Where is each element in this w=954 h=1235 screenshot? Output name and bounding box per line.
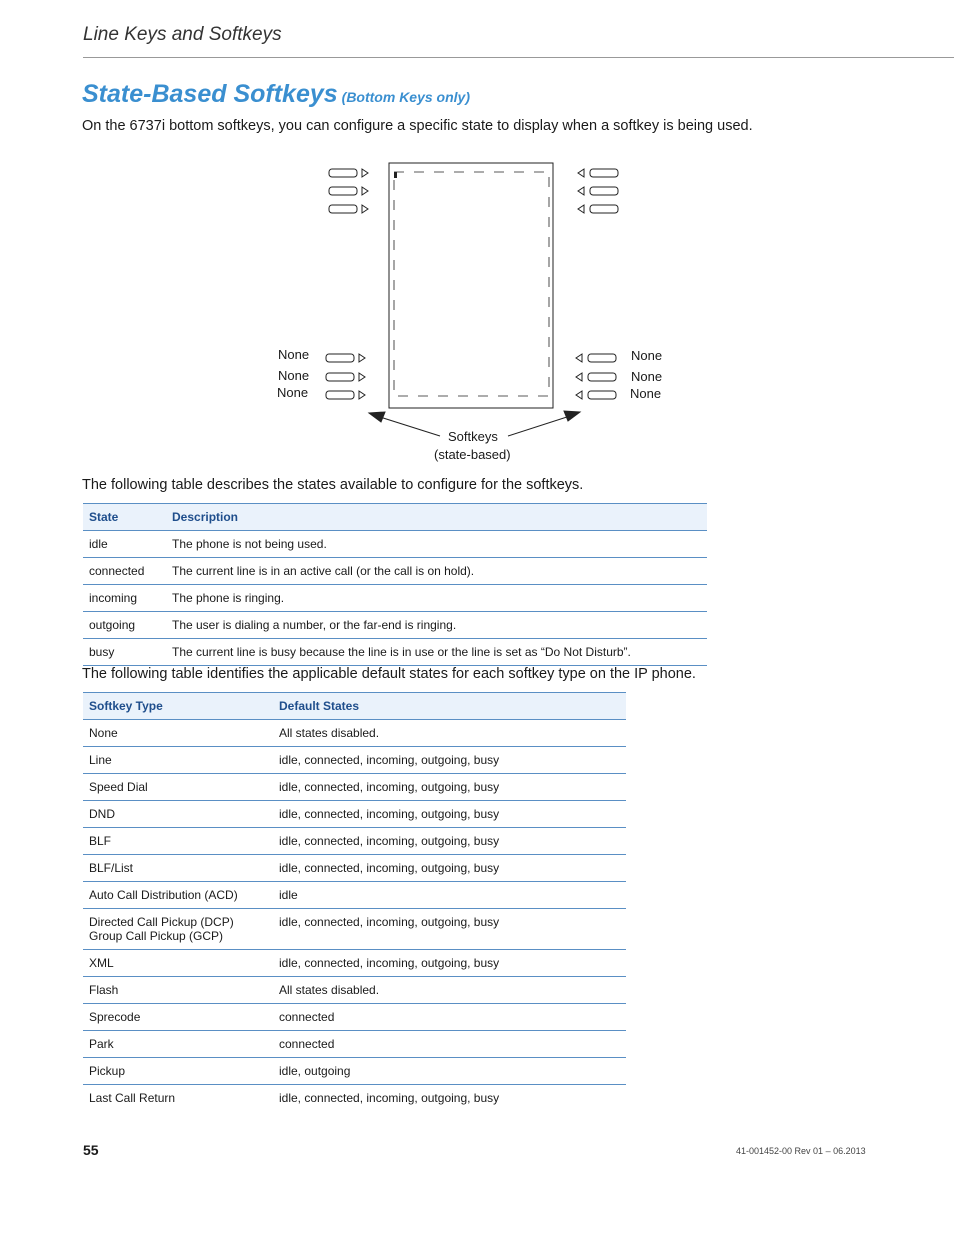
section-title bbox=[82, 80, 470, 109]
table-row bbox=[83, 801, 626, 828]
description-cell: The current line is in an active call (or the call is on hold). bbox=[166, 558, 707, 585]
table-row bbox=[83, 612, 707, 639]
column-header: Description bbox=[166, 504, 707, 531]
table-row bbox=[83, 639, 707, 666]
state-cell: busy bbox=[83, 639, 166, 666]
description-cell: The phone is ringing. bbox=[166, 585, 707, 612]
softkey-type-cell: Pickup bbox=[83, 1058, 273, 1085]
running-header: Line Keys and Softkeys bbox=[83, 24, 282, 45]
table-row bbox=[83, 828, 626, 855]
top-left-keys bbox=[329, 169, 368, 213]
diagram-caption: Softkeys bbox=[448, 429, 498, 444]
default-states-cell: All states disabled. bbox=[273, 720, 626, 747]
column-header: Default States bbox=[273, 693, 626, 720]
state-cell: incoming bbox=[83, 585, 166, 612]
softkey-type-cell: Last Call Return bbox=[89, 1091, 176, 1105]
state-cell: connected bbox=[83, 558, 166, 585]
states-table bbox=[83, 503, 707, 666]
softkey-type-cell: None bbox=[83, 720, 273, 747]
softkey-type-cell: BLF bbox=[83, 828, 273, 855]
table2-intro: The following table identifies the applicable default states for each softkey type on the IP phone. bbox=[82, 666, 696, 682]
right-softkey-label: None bbox=[631, 369, 663, 384]
default-states-cell: All states disabled. bbox=[273, 977, 626, 1004]
softkey-type-cell: Line bbox=[83, 747, 273, 774]
left-softkey-label: None bbox=[278, 368, 310, 383]
section-title-main: State-Based Softkeys bbox=[82, 80, 338, 108]
table-row bbox=[83, 747, 626, 774]
default-states-cell: idle, connected, incoming, outgoing, busy bbox=[273, 801, 626, 828]
softkey-type-cell: Speed Dial bbox=[83, 774, 273, 801]
table-row bbox=[83, 720, 626, 747]
intro-paragraph: On the 6737i bottom softkeys, you can configure a specific state to display when a softkey is being used. bbox=[82, 118, 753, 134]
description-cell: The user is dialing a number, or the far-end is ringing. bbox=[166, 612, 707, 639]
default-states-cell: idle, connected, incoming, outgoing, busy bbox=[273, 774, 626, 801]
softkey-type-cell: Auto Call Distribution (ACD) bbox=[83, 882, 273, 909]
softkey-type-line: Group Call Pickup (GCP) bbox=[89, 929, 224, 943]
default-states-cell: idle, connected, incoming, outgoing, busy bbox=[273, 909, 626, 950]
softkey-type-cell: DND bbox=[83, 801, 273, 828]
column-header: Softkey Type bbox=[83, 693, 273, 720]
default-states-cell: connected bbox=[273, 1004, 626, 1031]
default-states-cell: connected bbox=[273, 1031, 626, 1058]
default-states-cell: idle, outgoing bbox=[273, 1058, 626, 1085]
phone-diagram-graphic bbox=[270, 150, 690, 470]
page-number: 55 bbox=[83, 1142, 99, 1158]
default-states-cell: idle, connected, incoming, outgoing, busy bbox=[273, 855, 626, 882]
softkey-defaults-table bbox=[83, 692, 626, 1111]
header-rule bbox=[83, 57, 954, 58]
section-title-subtitle: (Bottom Keys only) bbox=[341, 89, 470, 105]
table-row bbox=[83, 909, 626, 950]
softkey-type-cell bbox=[83, 909, 273, 950]
bottom-right-keys bbox=[576, 354, 616, 399]
right-softkey-label: None bbox=[631, 348, 663, 363]
default-states-cell: idle, connected, incoming, outgoing, busy bbox=[279, 1091, 500, 1105]
table-row bbox=[83, 1031, 626, 1058]
default-states-cell: idle, connected, incoming, outgoing, busy bbox=[273, 828, 626, 855]
table-row bbox=[83, 1058, 626, 1085]
softkey-type-cell: XML bbox=[83, 950, 273, 977]
description-cell: The phone is not being used. bbox=[166, 531, 707, 558]
right-softkey-label: None bbox=[630, 386, 662, 401]
state-cell: outgoing bbox=[83, 612, 166, 639]
softkey-type-line: Directed Call Pickup (DCP) bbox=[89, 915, 234, 929]
table1-intro: The following table describes the states available to configure for the softkeys. bbox=[82, 477, 584, 493]
softkey-type-cell: BLF/List bbox=[83, 855, 273, 882]
default-states-cell: idle, connected, incoming, outgoing, busy bbox=[273, 747, 626, 774]
table-row bbox=[83, 1004, 626, 1031]
top-right-keys bbox=[578, 169, 618, 213]
bottom-left-keys bbox=[326, 354, 365, 399]
column-header: State bbox=[83, 504, 166, 531]
document-id: 41-001452-00 Rev 01 – 06.2013 bbox=[736, 1146, 866, 1156]
softkey-type-cell: Sprecode bbox=[83, 1004, 273, 1031]
table-row bbox=[83, 855, 626, 882]
table-row bbox=[83, 774, 626, 801]
description-cell: The current line is busy because the line is in use or the line is set as “Do Not Disturb”. bbox=[166, 639, 707, 666]
table-row bbox=[83, 531, 707, 558]
softkey-type-cell: Park bbox=[83, 1031, 273, 1058]
table-row bbox=[83, 1085, 626, 1112]
table-row bbox=[83, 558, 707, 585]
left-softkey-label: None bbox=[278, 347, 310, 362]
table-row bbox=[83, 585, 707, 612]
left-softkey-label: None bbox=[277, 385, 309, 400]
diagram-caption-sub: (state-based) bbox=[434, 447, 511, 462]
table-header-row bbox=[83, 693, 626, 720]
state-cell: idle bbox=[83, 531, 166, 558]
table-header-row bbox=[83, 504, 707, 531]
phone-diagram bbox=[270, 150, 690, 470]
table-row bbox=[83, 950, 626, 977]
table-row bbox=[83, 977, 626, 1004]
default-states-cell: idle bbox=[273, 882, 626, 909]
default-states-cell: idle, connected, incoming, outgoing, busy bbox=[273, 950, 626, 977]
table-row bbox=[83, 882, 626, 909]
softkey-type-cell: Flash bbox=[83, 977, 273, 1004]
